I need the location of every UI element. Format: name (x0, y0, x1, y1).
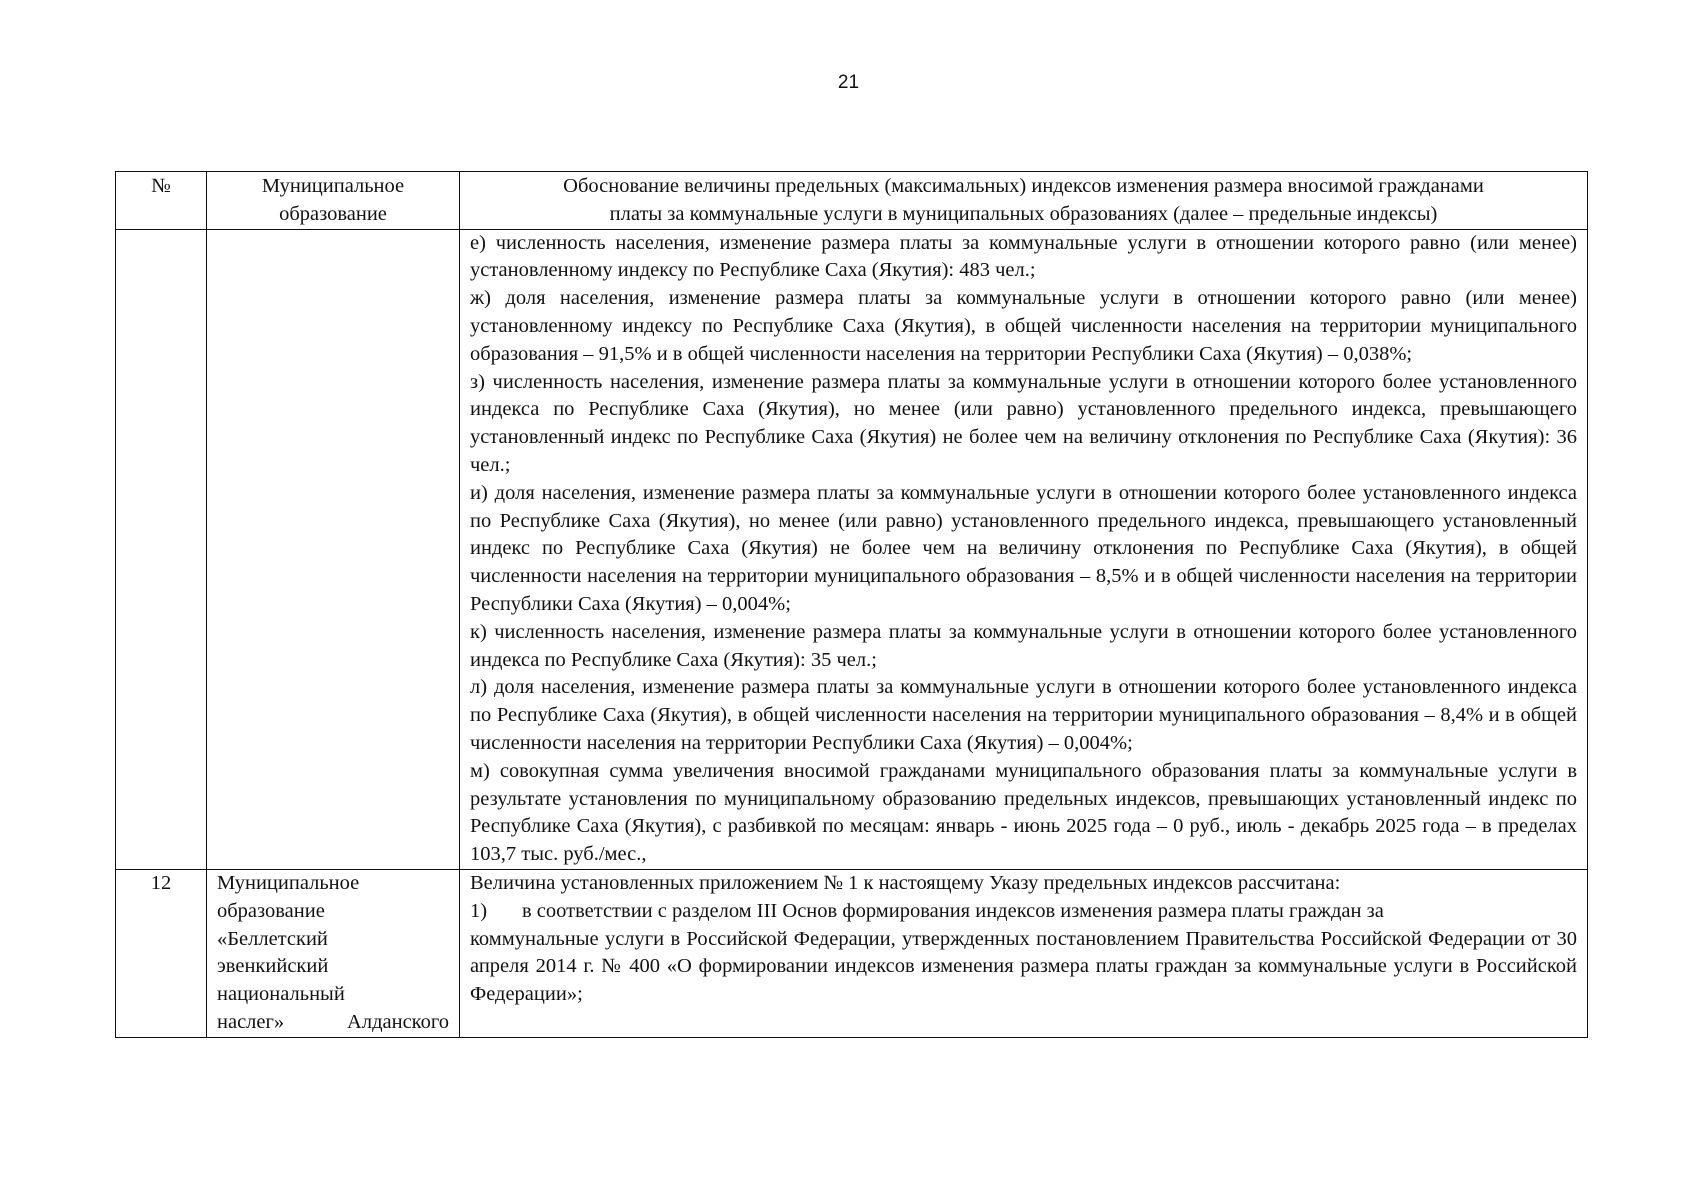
header-justification-line1: Обоснование величины предельных (максимальных) индексов изменения размера вносимой гражданами (563, 175, 1484, 197)
municipality-last-left: наслег» (217, 1010, 285, 1033)
header-justification (460, 172, 1588, 230)
header-justification-line2: платы за коммунальные услуги в муниципальных образованиях (далее – предельные индексы) (609, 202, 1438, 225)
paragraph-i: и) доля населения, изменение размера платы за коммунальные услуги в отношении которого более установленного индекса по Республике Саха (Якутия), но менее (или равно) установленного предельного индекса, превышающего установленный индекс по Республике Саха (Якутия) не более чем на величину отклонения по Республике Саха (Якутия), в общей численности населения на территории муниципального образования – 8,5% и в общей численности населения на территории Республики Саха (Якутия) – 0,004%; (470, 481, 1577, 615)
municipality-line: «Беллетский (217, 927, 328, 950)
municipality-line: образование (217, 899, 325, 922)
municipality-line: национальный (217, 983, 345, 1006)
table-header-row (116, 172, 1588, 230)
header-number: № (116, 172, 207, 230)
table-row-12 (116, 869, 1588, 1037)
table-row-continuation (116, 229, 1588, 869)
paragraph-z: з) численность населения, изменение размера платы за коммунальные услуги в отношении которого более установленного индекса по Республике Саха (Якутия), но менее (или равно) установленного предельного индекса, превышающего установленный индекс по Республике Саха (Якутия) не более чем на величину отклонения по Республике Саха (Якутия): 36 чел.; (470, 370, 1577, 476)
paragraph-l: л) доля населения, изменение размера платы за коммунальные услуги в отношении которого более установленного индекса по Республике Саха (Якутия), в общей численности населения на территории муниципального образования – 8,4% и в общей численности населения на территории Республики Саха (Якутия) – 0,004%; (470, 676, 1577, 754)
paragraph-e: е) численность населения, изменение размера платы за коммунальные услуги в отношении которого равно (или менее) установленному индексу по Республике Саха (Якутия): 483 чел.; (470, 231, 1577, 282)
municipality-line-last (217, 1009, 449, 1037)
municipality-line: эвенкийский (217, 955, 329, 978)
row-number-cell (116, 229, 207, 869)
justification-cell (460, 229, 1588, 869)
page-number: 21 (837, 72, 860, 93)
indices-table (115, 171, 1588, 1038)
header-municipality: Муниципальное образование (207, 172, 460, 230)
paragraph-zh: ж) доля населения, изменение размера платы за коммунальные услуги в отношении которого равно (или менее) установленному индексу по Республике Саха (Якутия), в общей численности населения на территории муниципального образования – 91,5% и в общей численности населения на территории Республики Саха (Якутия) – 0,038%; (470, 287, 1577, 365)
item-first-line: в соответствии с разделом III Основ формирования индексов изменения размера платы граждан за (522, 899, 1384, 922)
municipality-last-right: Алданского (347, 1010, 449, 1033)
numbered-item-1 (470, 898, 1577, 926)
item-marker: 1) (470, 899, 488, 922)
paragraph-k: к) численность населения, изменение размера платы за коммунальные услуги в отношении которого более установленного индекса по Республике Саха (Якутия): 35 чел.; (470, 620, 1577, 671)
paragraph-m: м) совокупная сумма увеличения вносимой гражданами муниципального образования платы за коммунальные услуги в результате установления по муниципальному образованию предельных индексов, превышающих установленный индекс по Республике Саха (Якутия), с разбивкой по месяцам: январь - июнь 2025 года – 0 руб., июль - декабрь 2025 года – в пределах 103,7 тыс. руб./мес., (470, 759, 1577, 866)
item-continuation: коммунальные услуги в Российской Федерации, утвержденных постановлением Правительства Российской Федерации от 30 апреля 2014 г. № 400 «О формировании индексов изменения размера платы граждан за коммунальные услуги в Российской Федерации»; (470, 927, 1577, 1006)
row12-intro: Величина установленных приложением № 1 к настоящему Указу предельных индексов рассчитана: (470, 871, 1341, 894)
municipality-cell (207, 869, 460, 1037)
municipality-cell (207, 229, 460, 869)
justification-cell (460, 869, 1588, 1037)
row-number-cell: 12 (116, 869, 207, 1037)
municipality-line: Муниципальное (217, 871, 360, 894)
